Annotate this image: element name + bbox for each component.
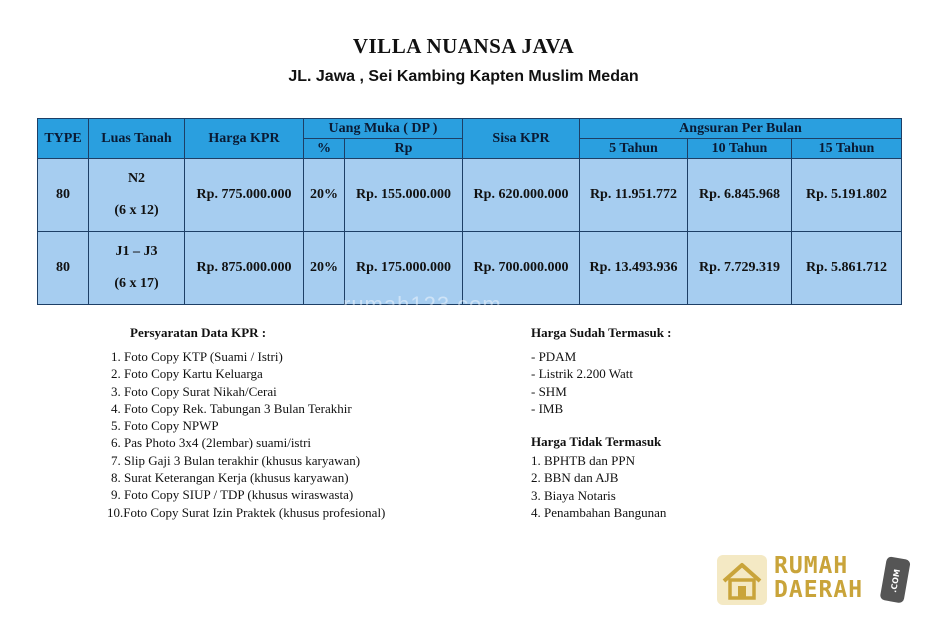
header-percent: % xyxy=(304,139,345,159)
cell-harga: Rp. 775.000.000 xyxy=(185,159,304,232)
cell-15-tahun: Rp. 5.191.802 xyxy=(792,159,902,232)
list-item: 8. Surat Keterangan Kerja (khusus karyawan) xyxy=(111,470,349,486)
cell-size: (6 x 17) xyxy=(114,276,159,291)
dotcom-text: .COM xyxy=(889,568,902,594)
header-uang-muka: Uang Muka ( DP ) xyxy=(304,119,463,139)
cell-sisa: Rp. 620.000.000 xyxy=(463,159,580,232)
logo-word-rumah: RUMAH xyxy=(774,553,849,579)
list-item: - IMB xyxy=(531,400,564,416)
price-table xyxy=(37,118,902,305)
list-item: 7. Slip Gaji 3 Bulan terakhir (khusus karyawan) xyxy=(111,452,361,468)
cell-5-tahun: Rp. 11.951.772 xyxy=(580,159,688,232)
cell-15-tahun: Rp. 5.861.712 xyxy=(792,232,902,305)
list-item: 4. Penambahan Bangunan xyxy=(531,504,667,520)
cell-percent: 20% xyxy=(304,159,345,232)
list-item: 1. Foto Copy KTP (Suami / Istri) xyxy=(111,349,283,364)
house-icon xyxy=(716,554,768,606)
included-title: Harga Sudah Termasuk : xyxy=(531,325,672,340)
cell-10-tahun: Rp. 6.845.968 xyxy=(688,159,792,232)
list-item: - Listrik 2.200 Watt xyxy=(531,366,633,382)
dotcom-badge xyxy=(879,556,913,606)
cell-block: J1 – J3 xyxy=(115,244,158,259)
list-item: 9. Foto Copy SIUP / TDP (khusus wiraswasta) xyxy=(111,487,354,503)
header-row-1 xyxy=(38,119,902,139)
rumahdaerah-logo xyxy=(716,552,916,608)
list-item: 2. Foto Copy Kartu Keluarga xyxy=(111,366,263,382)
cell-percent: 20% xyxy=(304,232,345,305)
header-sisa-kpr: Sisa KPR xyxy=(463,119,580,159)
cell-10-tahun: Rp. 7.729.319 xyxy=(688,232,792,305)
excluded-title: Harga Tidak Termasuk xyxy=(531,434,662,449)
list-item: 10.Foto Copy Surat Izin Praktek (khusus profesional) xyxy=(107,504,386,520)
header-10-tahun: 10 Tahun xyxy=(688,139,792,159)
cell-dp: Rp. 175.000.000 xyxy=(345,232,463,305)
header-angsuran: Angsuran Per Bulan xyxy=(580,119,902,139)
cell-5-tahun: Rp. 13.493.936 xyxy=(580,232,688,305)
cell-harga: Rp. 875.000.000 xyxy=(185,232,304,305)
logo-word-daerah: DAERAH xyxy=(774,577,864,603)
cell-type: 80 xyxy=(38,232,89,305)
address-subtitle: JL. Jawa , Sei Kambing Kapten Muslim Medan xyxy=(288,68,639,85)
list-item: - PDAM xyxy=(531,349,577,364)
cell-size: (6 x 12) xyxy=(114,203,159,218)
header-harga-kpr: Harga KPR xyxy=(185,119,304,159)
header-5-tahun: 5 Tahun xyxy=(580,139,688,159)
list-item: 5. Foto Copy NPWP xyxy=(111,418,219,434)
included-list xyxy=(531,348,633,417)
excluded-list xyxy=(531,452,666,521)
page-title: VILLA NUANSA JAVA xyxy=(352,34,575,58)
list-item: 4. Foto Copy Rek. Tabungan 3 Bulan Terakhir xyxy=(111,400,352,416)
list-item: 1. BPHTB dan PPN xyxy=(531,453,636,468)
header-luas-tanah: Luas Tanah xyxy=(89,119,185,159)
requirements-title: Persyaratan Data KPR : xyxy=(130,325,267,340)
cell-dp: Rp. 155.000.000 xyxy=(345,159,463,232)
list-item: 3. Biaya Notaris xyxy=(531,487,616,503)
cell-type: 80 xyxy=(38,159,89,232)
header-rp: Rp xyxy=(345,139,463,159)
list-item: 2. BBN dan AJB xyxy=(531,470,619,486)
list-item: 6. Pas Photo 3x4 (2lembar) suami/istri xyxy=(111,435,312,451)
list-item: 3. Foto Copy Surat Nikah/Cerai xyxy=(111,383,277,399)
watermark-text: rumah123.com xyxy=(343,292,502,317)
cell-block: N2 xyxy=(127,171,146,186)
cell-luas-tanah xyxy=(89,232,185,305)
header-type: TYPE xyxy=(38,119,89,159)
list-item: - SHM xyxy=(531,383,567,399)
header-15-tahun: 15 Tahun xyxy=(792,139,902,159)
table-row xyxy=(38,159,902,232)
cell-sisa: Rp. 700.000.000 xyxy=(463,232,580,305)
cell-luas-tanah xyxy=(89,159,185,232)
requirements-list xyxy=(107,348,386,521)
